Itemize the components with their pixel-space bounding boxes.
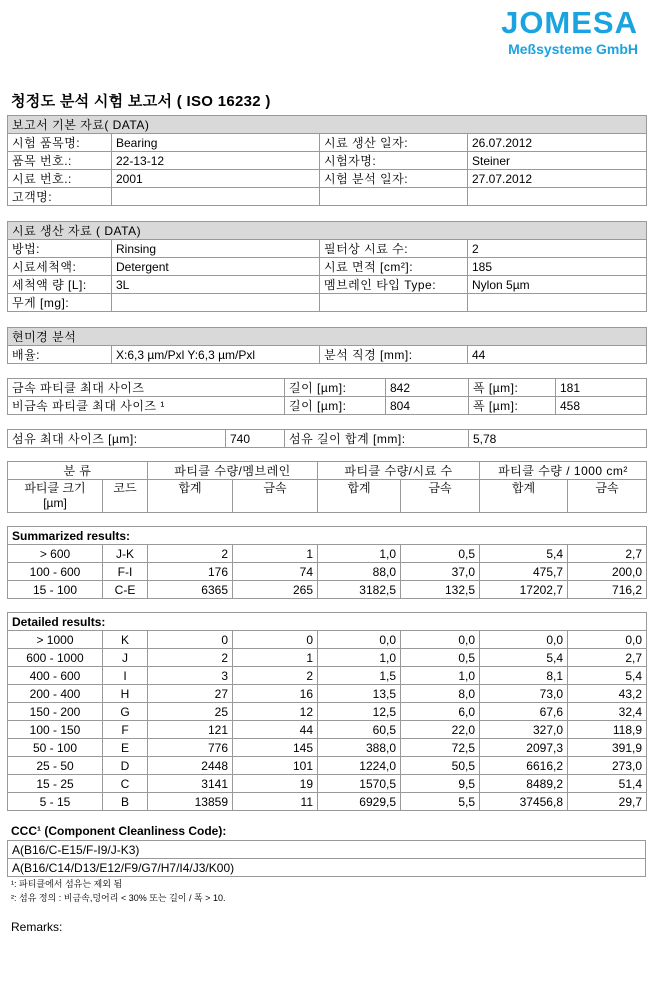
table-row bbox=[8, 667, 647, 685]
footnotes bbox=[11, 877, 225, 905]
metal-cell: 0,5 bbox=[401, 545, 480, 563]
metal-cell: 0,0 bbox=[568, 631, 647, 649]
sample-data-header: 시료 생산 자료 ( DATA) bbox=[8, 222, 647, 240]
field-value: 185 bbox=[468, 258, 647, 276]
field-value: Steiner bbox=[468, 152, 647, 170]
field-value bbox=[112, 188, 320, 206]
field-value: 22-13-12 bbox=[112, 152, 320, 170]
total-cell: 27 bbox=[148, 685, 233, 703]
total-cell: 5,4 bbox=[480, 545, 568, 563]
total-cell: 1570,5 bbox=[318, 775, 401, 793]
size-cell: 25 - 50 bbox=[8, 757, 103, 775]
metal-cell: 44 bbox=[233, 721, 318, 739]
field-value: Bearing bbox=[112, 134, 320, 152]
metal-cell: 200,0 bbox=[568, 563, 647, 581]
code-cell: H bbox=[103, 685, 148, 703]
size-cell: 50 - 100 bbox=[8, 739, 103, 757]
fiber-sum-label: 섬유 길이 합계 [mm]: bbox=[285, 430, 469, 448]
width-value: 458 bbox=[556, 397, 647, 415]
total-cell: 6929,5 bbox=[318, 793, 401, 811]
total-cell: 13,5 bbox=[318, 685, 401, 703]
table-row bbox=[8, 563, 647, 581]
total-header-1: 합계 bbox=[148, 480, 233, 513]
length-label: 길이 [µm]: bbox=[285, 379, 386, 397]
field-label: 시료세척액: bbox=[8, 258, 112, 276]
field-label: 방법: bbox=[8, 240, 112, 258]
metal-cell: 22,0 bbox=[401, 721, 480, 739]
total-cell: 6616,2 bbox=[480, 757, 568, 775]
metal-cell: 9,5 bbox=[401, 775, 480, 793]
total-cell: 1224,0 bbox=[318, 757, 401, 775]
fiber-section bbox=[7, 429, 646, 448]
metal-cell: 0,5 bbox=[401, 649, 480, 667]
total-cell: 3 bbox=[148, 667, 233, 685]
max-size-label: 비금속 파티클 최대 사이즈 ¹ bbox=[8, 397, 285, 415]
total-cell: 3141 bbox=[148, 775, 233, 793]
size-cell: 150 - 200 bbox=[8, 703, 103, 721]
field-value bbox=[112, 294, 320, 312]
total-cell: 2448 bbox=[148, 757, 233, 775]
metal-cell: 101 bbox=[233, 757, 318, 775]
field-label: 시험 품목명: bbox=[8, 134, 112, 152]
total-cell: 88,0 bbox=[318, 563, 401, 581]
metal-cell: 74 bbox=[233, 563, 318, 581]
max-size-row bbox=[8, 379, 647, 397]
logo-subtitle: Meßsysteme GmbH bbox=[508, 41, 638, 57]
field-label: 시료 번호.: bbox=[8, 170, 112, 188]
detailed-rows bbox=[8, 631, 647, 811]
table-row bbox=[8, 793, 647, 811]
metal-cell: 5,4 bbox=[568, 667, 647, 685]
field-value bbox=[468, 294, 647, 312]
total-cell: 25 bbox=[148, 703, 233, 721]
total-cell: 2097,3 bbox=[480, 739, 568, 757]
total-cell: 388,0 bbox=[318, 739, 401, 757]
table-row bbox=[8, 721, 647, 739]
field-value bbox=[468, 188, 647, 206]
field-value: 3L bbox=[112, 276, 320, 294]
per-area-header: 파티클 수량 / 1000 cm² bbox=[480, 462, 647, 480]
metal-cell: 51,4 bbox=[568, 775, 647, 793]
field-value: Nylon 5µm bbox=[468, 276, 647, 294]
table-row bbox=[8, 685, 647, 703]
metal-cell: 8,0 bbox=[401, 685, 480, 703]
total-cell: 2 bbox=[148, 649, 233, 667]
size-cell: 100 - 150 bbox=[8, 721, 103, 739]
ccc-section bbox=[7, 823, 646, 877]
max-size-section bbox=[7, 378, 646, 415]
code-cell: K bbox=[103, 631, 148, 649]
basic-data-header: 보고서 기본 자료( DATA) bbox=[8, 116, 647, 134]
company-logo bbox=[501, 6, 638, 57]
field-label: 멤브레인 타입 Type: bbox=[320, 276, 468, 294]
remarks-label: Remarks: bbox=[11, 920, 63, 934]
field-value: 26.07.2012 bbox=[468, 134, 647, 152]
total-cell: 0,0 bbox=[480, 631, 568, 649]
total-cell: 60,5 bbox=[318, 721, 401, 739]
ccc-title: CCC¹ (Component Cleanliness Code): bbox=[11, 824, 227, 838]
total-cell: 5,4 bbox=[480, 649, 568, 667]
summarized-title: Summarized results: bbox=[8, 527, 647, 545]
table-row bbox=[8, 545, 647, 563]
total-cell: 776 bbox=[148, 739, 233, 757]
table-row bbox=[8, 757, 647, 775]
field-label bbox=[320, 294, 468, 312]
code-cell: F bbox=[103, 721, 148, 739]
field-label: 품목 번호.: bbox=[8, 152, 112, 170]
total-cell: 0,0 bbox=[318, 631, 401, 649]
metal-cell: 1 bbox=[233, 649, 318, 667]
width-value: 181 bbox=[556, 379, 647, 397]
code-cell: J bbox=[103, 649, 148, 667]
code-cell: G bbox=[103, 703, 148, 721]
size-cell: 400 - 600 bbox=[8, 667, 103, 685]
logo-brand: JOMESA bbox=[501, 5, 638, 40]
field-value: 2 bbox=[468, 240, 647, 258]
sample-data-section bbox=[7, 221, 646, 312]
metal-cell: 11 bbox=[233, 793, 318, 811]
table-row bbox=[8, 739, 647, 757]
table-row bbox=[8, 703, 647, 721]
total-header-2: 합계 bbox=[318, 480, 401, 513]
summarized-rows bbox=[8, 545, 647, 599]
size-cell: > 600 bbox=[8, 545, 103, 563]
metal-cell: 265 bbox=[233, 581, 318, 599]
sample-row bbox=[8, 294, 647, 312]
code-cell: I bbox=[103, 667, 148, 685]
sample-row bbox=[8, 276, 647, 294]
metal-header-2: 금속 bbox=[401, 480, 480, 513]
metal-cell: 0,0 bbox=[401, 631, 480, 649]
fiber-max-value: 740 bbox=[226, 430, 285, 448]
total-cell: 17202,7 bbox=[480, 581, 568, 599]
ccc-line-2: A(B16/C14/D13/E12/F9/G7/H7/I4/J3/K00) bbox=[8, 859, 646, 877]
table-row bbox=[8, 581, 647, 599]
total-cell: 475,7 bbox=[480, 563, 568, 581]
footnote-1: ¹: 파티클에서 섬유는 제외 됨 bbox=[11, 879, 123, 889]
total-cell: 1,0 bbox=[318, 649, 401, 667]
sample-data-rows bbox=[8, 240, 647, 312]
metal-cell: 6,0 bbox=[401, 703, 480, 721]
total-cell: 2 bbox=[148, 545, 233, 563]
width-label: 폭 [µm]: bbox=[469, 397, 556, 415]
results-section bbox=[7, 461, 646, 877]
per-membrane-header: 파티클 수량/멤브레인 bbox=[148, 462, 318, 480]
detailed-title: Detailed results: bbox=[8, 613, 647, 631]
field-label: 필터상 시료 수: bbox=[320, 240, 468, 258]
field-label: 고객명: bbox=[8, 188, 112, 206]
size-cell: 600 - 1000 bbox=[8, 649, 103, 667]
metal-cell: 0 bbox=[233, 631, 318, 649]
total-cell: 0 bbox=[148, 631, 233, 649]
code-cell: B bbox=[103, 793, 148, 811]
metal-cell: 72,5 bbox=[401, 739, 480, 757]
basic-row bbox=[8, 134, 647, 152]
metal-cell: 716,2 bbox=[568, 581, 647, 599]
basic-row bbox=[8, 170, 647, 188]
diameter-label: 분석 직경 [mm]: bbox=[320, 346, 468, 364]
metal-cell: 19 bbox=[233, 775, 318, 793]
length-label: 길이 [µm]: bbox=[285, 397, 386, 415]
max-size-label: 금속 파티클 최대 사이즈 bbox=[8, 379, 285, 397]
metal-cell: 145 bbox=[233, 739, 318, 757]
metal-cell: 50,5 bbox=[401, 757, 480, 775]
metal-cell: 273,0 bbox=[568, 757, 647, 775]
metal-cell: 29,7 bbox=[568, 793, 647, 811]
metal-cell: 32,4 bbox=[568, 703, 647, 721]
metal-cell: 2,7 bbox=[568, 545, 647, 563]
microscope-header: 현미경 분석 bbox=[8, 328, 647, 346]
basic-row bbox=[8, 188, 647, 206]
max-size-row bbox=[8, 397, 647, 415]
field-label: 시료 생산 일자: bbox=[320, 134, 468, 152]
code-cell: J-K bbox=[103, 545, 148, 563]
field-value: Rinsing bbox=[112, 240, 320, 258]
field-label: 시험자명: bbox=[320, 152, 468, 170]
microscope-section bbox=[7, 327, 646, 364]
class-header: 분 류 bbox=[8, 462, 148, 480]
metal-cell: 2 bbox=[233, 667, 318, 685]
metal-cell: 16 bbox=[233, 685, 318, 703]
code-header: 코드 bbox=[103, 480, 148, 513]
length-value: 804 bbox=[386, 397, 469, 415]
total-cell: 121 bbox=[148, 721, 233, 739]
metal-cell: 2,7 bbox=[568, 649, 647, 667]
fiber-sum-value: 5,78 bbox=[469, 430, 647, 448]
code-cell: C bbox=[103, 775, 148, 793]
size-cell: 200 - 400 bbox=[8, 685, 103, 703]
total-cell: 73,0 bbox=[480, 685, 568, 703]
metal-cell: 5,5 bbox=[401, 793, 480, 811]
ccc-line-1: A(B16/C-E15/F-I9/J-K3) bbox=[8, 841, 646, 859]
max-size-rows bbox=[8, 379, 647, 415]
fiber-max-label: 섬유 최대 사이즈 [µm]: bbox=[8, 430, 226, 448]
metal-cell: 391,9 bbox=[568, 739, 647, 757]
length-value: 842 bbox=[386, 379, 469, 397]
width-label: 폭 [µm]: bbox=[469, 379, 556, 397]
field-value: Detergent bbox=[112, 258, 320, 276]
table-row bbox=[8, 775, 647, 793]
basic-row bbox=[8, 152, 647, 170]
metal-header-1: 금속 bbox=[233, 480, 318, 513]
total-cell: 8489,2 bbox=[480, 775, 568, 793]
total-header-3: 합계 bbox=[480, 480, 568, 513]
total-cell: 8,1 bbox=[480, 667, 568, 685]
code-cell: F-I bbox=[103, 563, 148, 581]
total-cell: 37456,8 bbox=[480, 793, 568, 811]
total-cell: 1,0 bbox=[318, 545, 401, 563]
total-cell: 327,0 bbox=[480, 721, 568, 739]
basic-data-section bbox=[7, 115, 646, 206]
diameter-value: 44 bbox=[468, 346, 647, 364]
metal-cell: 1,0 bbox=[401, 667, 480, 685]
field-label: 세척액 량 [L]: bbox=[8, 276, 112, 294]
code-cell: E bbox=[103, 739, 148, 757]
metal-cell: 37,0 bbox=[401, 563, 480, 581]
field-label: 시료 면적 [cm²]: bbox=[320, 258, 468, 276]
total-cell: 67,6 bbox=[480, 703, 568, 721]
field-label: 무게 [mg]: bbox=[8, 294, 112, 312]
metal-cell: 12 bbox=[233, 703, 318, 721]
field-label bbox=[320, 188, 468, 206]
size-cell: 15 - 25 bbox=[8, 775, 103, 793]
sample-row bbox=[8, 258, 647, 276]
total-cell: 1,5 bbox=[318, 667, 401, 685]
total-cell: 12,5 bbox=[318, 703, 401, 721]
total-cell: 13859 bbox=[148, 793, 233, 811]
report-title: 청정도 분석 시험 보고서 ( ISO 16232 ) bbox=[11, 93, 271, 110]
basic-data-rows bbox=[8, 134, 647, 206]
field-label: 시험 분석 일자: bbox=[320, 170, 468, 188]
metal-cell: 132,5 bbox=[401, 581, 480, 599]
metal-cell: 43,2 bbox=[568, 685, 647, 703]
per-sample-header: 파티클 수량/시료 수 bbox=[318, 462, 480, 480]
field-value: 2001 bbox=[112, 170, 320, 188]
size-header: 파티클 크기 [µm] bbox=[8, 480, 103, 513]
total-cell: 3182,5 bbox=[318, 581, 401, 599]
size-cell: 15 - 100 bbox=[8, 581, 103, 599]
size-cell: 100 - 600 bbox=[8, 563, 103, 581]
sample-row bbox=[8, 240, 647, 258]
metal-cell: 118,9 bbox=[568, 721, 647, 739]
metal-cell: 1 bbox=[233, 545, 318, 563]
size-cell: > 1000 bbox=[8, 631, 103, 649]
size-cell: 5 - 15 bbox=[8, 793, 103, 811]
code-cell: D bbox=[103, 757, 148, 775]
field-value: 27.07.2012 bbox=[468, 170, 647, 188]
footnote-2: ²: 섬유 정의 : 비금속,덩어리 < 30% 또는 길이 / 폭 > 10. bbox=[11, 893, 226, 903]
magnification-label: 배율: bbox=[8, 346, 112, 364]
table-row bbox=[8, 649, 647, 667]
total-cell: 176 bbox=[148, 563, 233, 581]
table-row bbox=[8, 631, 647, 649]
total-cell: 6365 bbox=[148, 581, 233, 599]
code-cell: C-E bbox=[103, 581, 148, 599]
metal-header-3: 금속 bbox=[568, 480, 647, 513]
magnification-value: X:6,3 µm/Pxl Y:6,3 µm/Pxl bbox=[112, 346, 320, 364]
